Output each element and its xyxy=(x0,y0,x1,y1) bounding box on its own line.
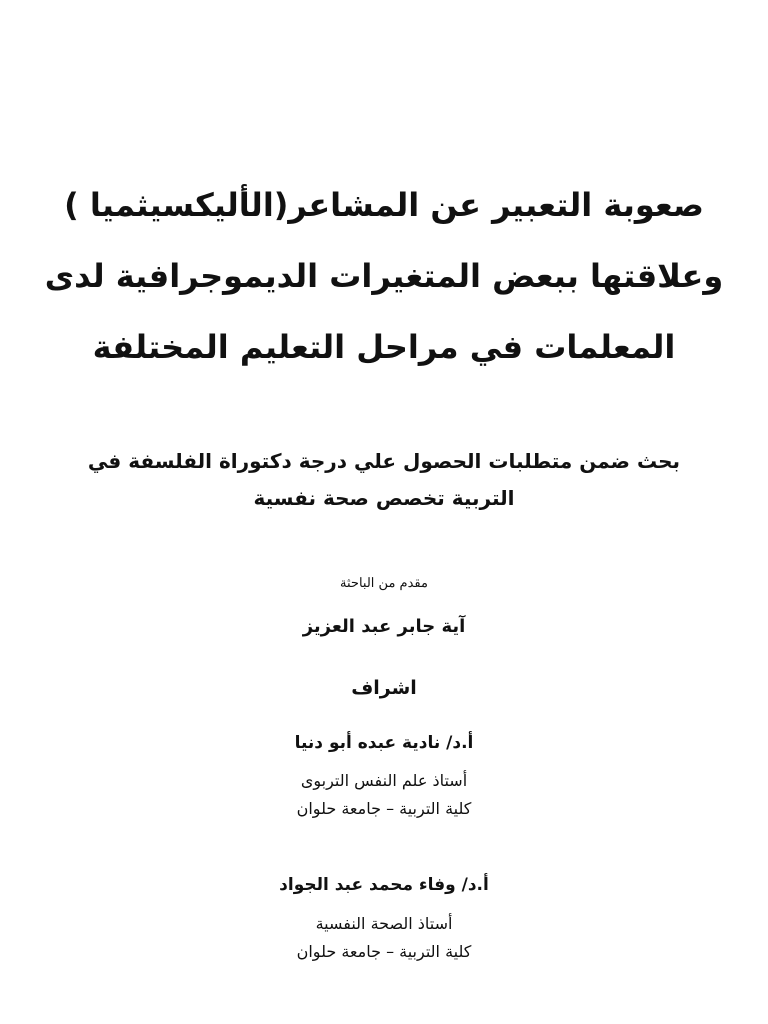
supervision-label: اشراف xyxy=(351,677,417,699)
title-line-2: وعلاقتها ببعض المتغيرات الديموجرافية لدى xyxy=(44,257,724,295)
supervisor-affiliation: كلية التربية – جامعة حلوان xyxy=(296,799,472,818)
researcher-name: آية جابر عبد العزيز xyxy=(302,616,466,637)
presented-by-label: مقدم من الباحثة xyxy=(340,576,428,591)
supervisor-name: أ.د/ وفاء محمد عبد الجواد xyxy=(279,875,489,895)
supervisor-position: أستاذ الصحة النفسية xyxy=(315,914,453,933)
title-line-1: صعوبة التعبير عن المشاعر(الأليكسيثميا ) xyxy=(64,186,704,224)
title-line-3: المعلمات في مراحل التعليم المختلفة xyxy=(92,328,676,366)
supervisor-affiliation: كلية التربية – جامعة حلوان xyxy=(296,942,472,961)
supervisor-position: أستاذ علم النفس التربوى xyxy=(300,771,468,790)
subtitle-line-2: التربية تخصص صحة نفسية xyxy=(253,486,515,510)
subtitle-line-1: بحث ضمن متطلبات الحصول علي درجة دكتوراة الفلسفة في xyxy=(87,449,681,473)
supervisor-name: أ.د/ نادية عبده أبو دنيا xyxy=(294,733,474,753)
